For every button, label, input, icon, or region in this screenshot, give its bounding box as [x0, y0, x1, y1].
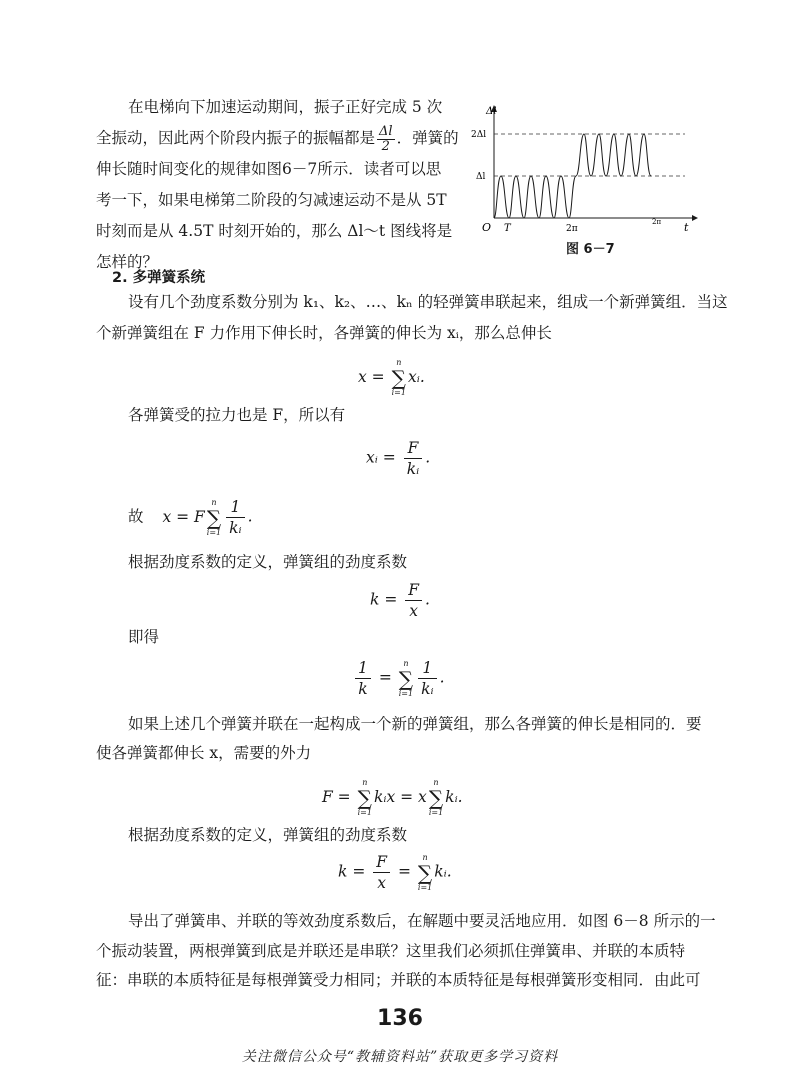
eq5-sum — [399, 659, 413, 699]
x-tick-t: T — [504, 223, 511, 234]
para3: 根据劲度系数的定义，弹簧组的劲度系数 — [128, 553, 408, 571]
eq5-lower: i=1 — [398, 688, 414, 698]
intro-line-3: 伸长随时间变化的规律如图6－7所示．读者可以思 — [96, 160, 442, 178]
intro-line-4: 考一下，如果电梯第二阶段的匀减速运动不是从 5T — [96, 191, 447, 209]
eq7-lower: i=1 — [417, 882, 433, 892]
eq4-lhs: k = — [370, 590, 398, 609]
intro-line-5: 时刻而是从 4.5T 时刻开始的，那么 Δl～t 图线将是 — [96, 222, 453, 240]
para5-line2: 使各弹簧都伸长 x，需要的外力 — [96, 744, 312, 762]
x-tick-2pi-a: 2π — [566, 224, 578, 234]
t-axis-label: t — [684, 221, 689, 234]
eq3-num: 1 — [226, 497, 245, 518]
eq6-upper-a: n — [362, 778, 368, 787]
eq2-lhs: xᵢ = — [366, 448, 396, 467]
t-axis-arrow — [692, 215, 698, 221]
eq5-tail: . — [439, 668, 445, 687]
equation-parallel-force — [322, 778, 463, 818]
y-axis-label: Δl — [486, 106, 497, 117]
eq6-lower-b: i=1 — [428, 808, 444, 817]
sigma-icon: ∑ — [357, 786, 372, 810]
sigma-icon: ∑ — [206, 505, 222, 530]
eq6-lhs: F = — [322, 788, 351, 806]
eq7-sum — [418, 853, 432, 893]
eq1-lower: i=1 — [391, 388, 406, 397]
equation-total-extension — [358, 358, 425, 398]
equation-series-k — [370, 580, 430, 621]
amplitude-denominator: 2 — [381, 138, 390, 154]
intro-line-2-tail: ．弹簧的 — [396, 129, 459, 147]
eq7-fraction — [373, 852, 390, 893]
eq5-num-left: 1 — [355, 658, 371, 679]
page-number: 136 — [377, 1006, 423, 1031]
eq5-den-right: kᵢ — [421, 680, 434, 698]
eq6-mid: kᵢx = x — [373, 788, 427, 806]
eq1-lhs: x = — [358, 368, 385, 386]
eq5-num-right: 1 — [418, 658, 437, 679]
eq7-num: F — [373, 852, 390, 873]
sigma-icon: ∑ — [391, 366, 406, 390]
eq2-tail: . — [425, 448, 431, 467]
sigma-icon: ∑ — [417, 860, 433, 885]
equation-total-extension-result — [128, 497, 253, 538]
para1-line1: 设有几个劲度系数分别为 k₁、k₂、…、kₙ 的轻弹簧串联起来，组成一个新弹簧组．当这 — [128, 293, 728, 311]
oscillation-phase-1 — [494, 176, 569, 218]
eq3-fraction — [226, 497, 245, 538]
x-tick-2pi-b: 2π — [652, 218, 662, 226]
equation-each-extension — [366, 438, 430, 479]
eq7-lhs: k = — [338, 862, 366, 881]
eq6-sum-b — [429, 778, 443, 818]
para6: 根据劲度系数的定义，弹簧组的劲度系数 — [128, 826, 408, 844]
eq1-upper: n — [396, 358, 402, 367]
eq2-fraction — [404, 438, 423, 479]
eq3-prefix: 故 — [128, 507, 144, 526]
eq2-num: F — [404, 438, 423, 459]
eq1-rhs: xᵢ. — [407, 368, 425, 386]
eq5-left-fraction — [355, 658, 371, 699]
eq7-den: x — [377, 874, 386, 892]
eq3-upper: n — [211, 497, 217, 507]
y-tick-2dl: 2Δl — [471, 130, 487, 140]
eq3-lower: i=1 — [206, 527, 222, 537]
para4: 即得 — [128, 628, 160, 646]
sigma-icon: ∑ — [428, 786, 444, 810]
eq7-equals: = — [397, 862, 411, 881]
figure-caption: 图 6－7 — [566, 242, 615, 257]
eq4-tail: . — [425, 590, 430, 609]
eq3-sum — [207, 498, 221, 538]
eq3-lhs: x = F — [162, 507, 205, 526]
eq5-right-fraction — [418, 658, 437, 699]
para1-line2: 个新弹簧组在 F 力作用下伸长时，各弹簧的伸长为 xᵢ，那么总伸长 — [96, 324, 552, 342]
para2: 各弹簧受的拉力也是 F，所以有 — [128, 406, 346, 424]
y-tick-dl: Δl — [476, 172, 486, 182]
intro-line-6: 怎样的？ — [96, 253, 159, 271]
para7-line3: 征：串联的本质特征是每根弹簧受力相同；并联的本质特征是每根弹簧形变相同．由此可 — [96, 971, 701, 989]
intro-line-2 — [96, 123, 461, 154]
eq4-num: F — [405, 580, 422, 601]
eq5-den-left: k — [358, 680, 368, 698]
eq6-upper-b: n — [433, 778, 439, 787]
footer-watermark: 关注微信公众号“教辅资料站”获取更多学习资料 — [241, 1049, 559, 1065]
intro-line-1: 在电梯向下加速运动期间，振子正好完成 5 次 — [128, 98, 443, 116]
eq4-fraction — [405, 580, 422, 621]
origin-label: O — [482, 221, 492, 234]
equation-parallel-k — [338, 852, 452, 893]
eq6-lower-a: i=1 — [357, 808, 372, 817]
para7-line1: 导出了弹簧串、并联的等效劲度系数后，在解题中要灵活地应用．如图 6－8 所示的一 — [128, 912, 716, 930]
eq3-tail: . — [247, 507, 253, 526]
eq7-tail: kᵢ. — [434, 862, 452, 881]
eq3-den: kᵢ — [229, 519, 242, 537]
para5-line1: 如果上述几个弹簧并联在一起构成一个新的弹簧组，那么各弹簧的伸长是相同的．要 — [128, 715, 702, 733]
eq5-upper: n — [403, 658, 409, 668]
equation-series-reciprocal — [352, 658, 445, 699]
eq6-sum-a — [358, 778, 372, 818]
eq1-sum — [392, 358, 406, 398]
amplitude-numerator: Δl — [379, 123, 393, 139]
eq4-den: x — [409, 602, 418, 620]
intro-line-2-text: 全振动，因此两个阶段内振子的振幅都是 — [96, 129, 376, 147]
eq6-tail: kᵢ. — [445, 788, 463, 806]
sigma-icon: ∑ — [398, 666, 414, 691]
eq5-equals: = — [378, 668, 392, 687]
para7-line2: 个振动装置，两根弹簧到底是并联还是串联？这里我们必须抓住弹簧串、并联的本质特 — [96, 942, 686, 960]
amplitude-fraction — [377, 125, 395, 154]
eq2-den: kᵢ — [406, 460, 420, 478]
intro-paragraph — [96, 92, 461, 278]
section-heading: 2. 多弹簧系统 — [112, 270, 206, 286]
figure-6-7-graph — [470, 100, 700, 240]
eq7-upper: n — [422, 852, 428, 862]
